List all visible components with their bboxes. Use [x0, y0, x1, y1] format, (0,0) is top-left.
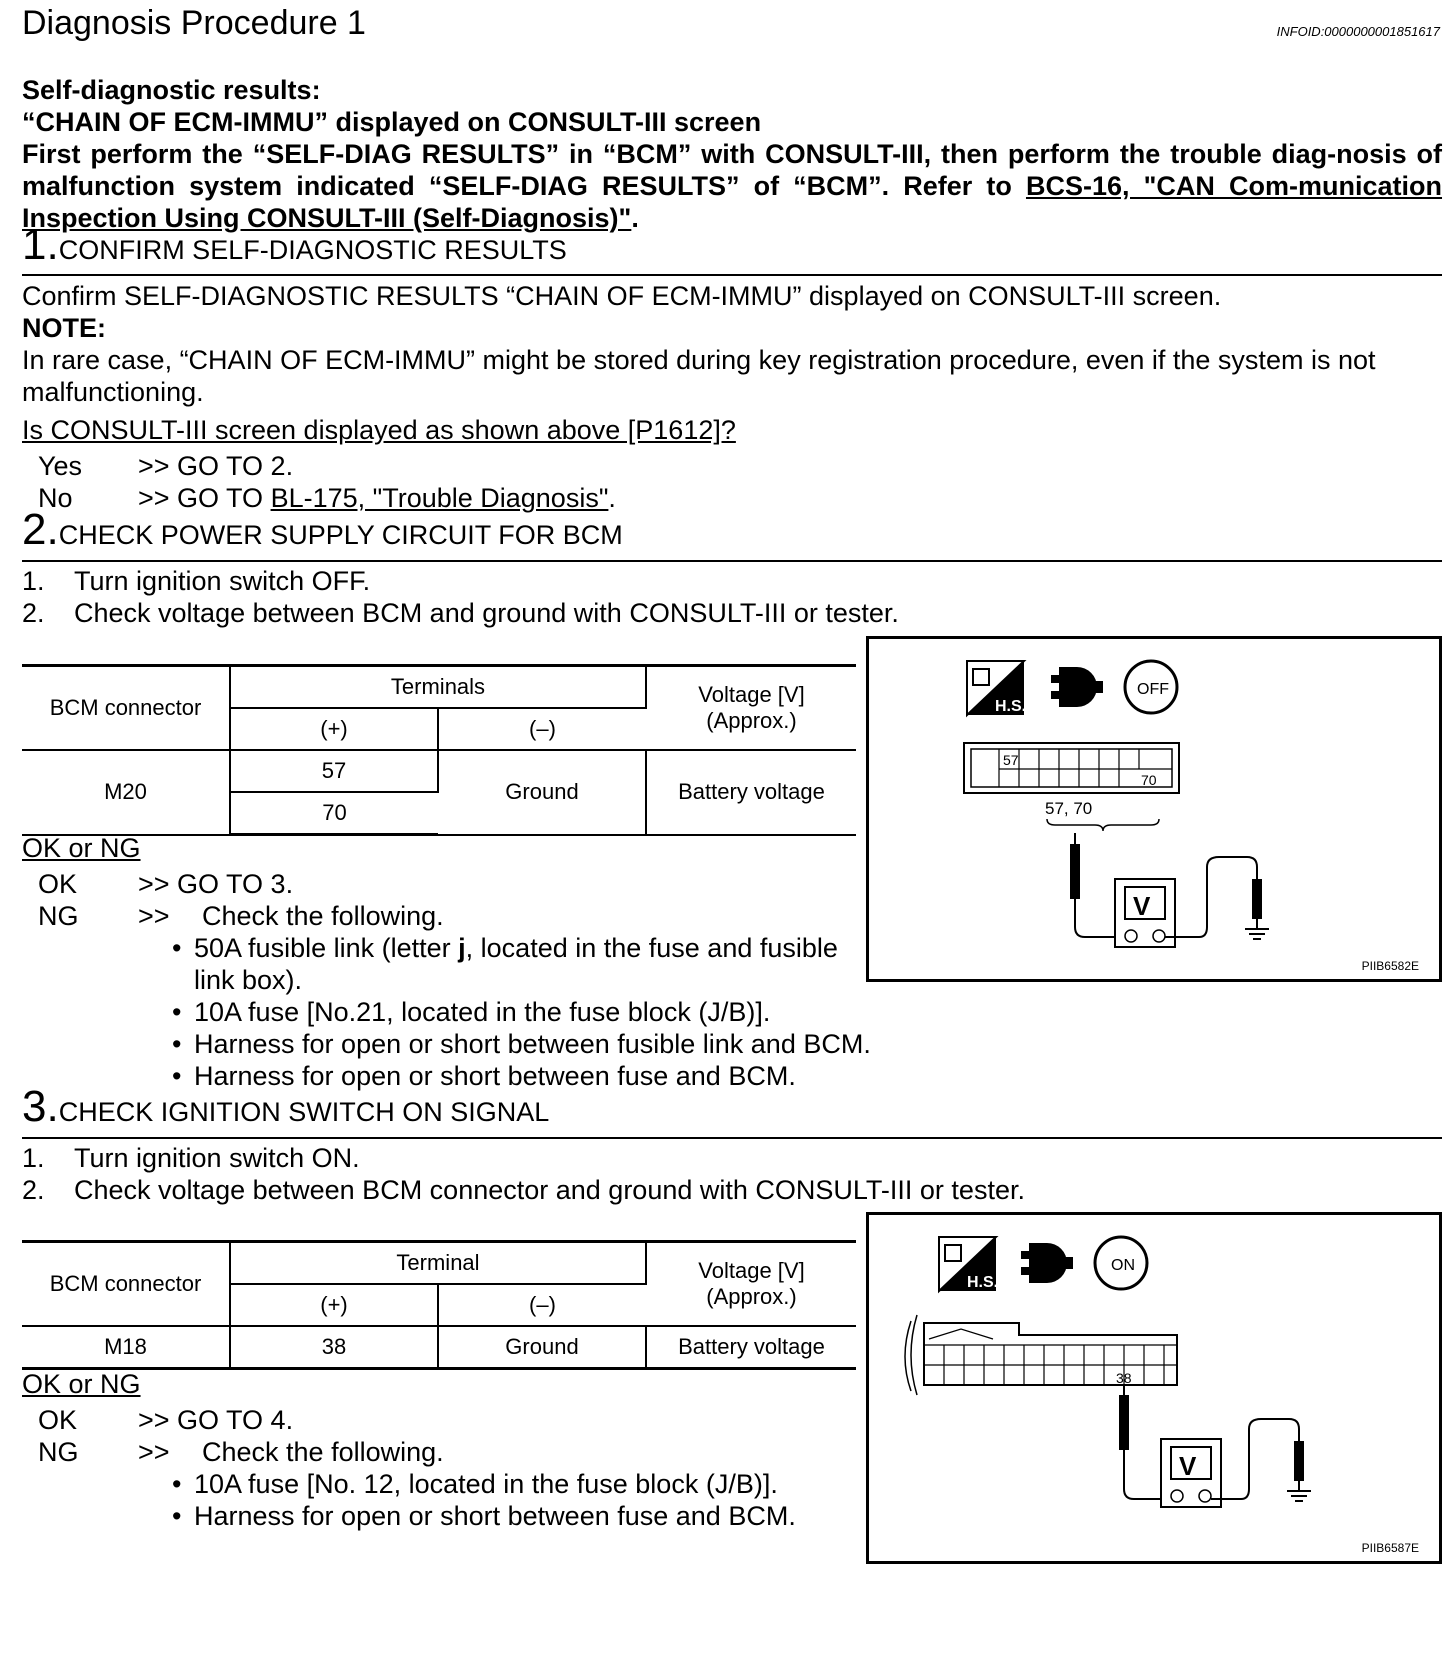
ok-or-ng: OK or NG: [22, 833, 141, 863]
no-label: No: [38, 483, 73, 513]
step-1-body: [22, 280, 1442, 514]
divider: [22, 560, 1442, 562]
ignition-on-icon: [1095, 1237, 1147, 1289]
ok-label: OK: [38, 1405, 78, 1435]
ng-arrow: >>: [138, 901, 170, 931]
bl-175-link[interactable]: BL-175, "Trouble Diagnosis": [270, 483, 609, 513]
bullet-cont: link box).: [194, 965, 303, 995]
bullet-text: Harness for open or short between fuse and BCM.: [194, 1501, 796, 1531]
ok-or-ng: OK or NG: [22, 1369, 141, 1399]
bullet-text: 10A fuse [No.21, located in the fuse block (J/B)].: [194, 997, 771, 1027]
header-connector: BCM connector: [22, 1242, 230, 1327]
step-3-voltage-table: [22, 1240, 856, 1370]
header-terminals: Terminals: [230, 666, 646, 709]
note-text: In rare case, “CHAIN OF ECM-IMMU” might be stored during key registration procedure, even if the system is not malfunctioning.: [22, 345, 1376, 407]
probe-label: 57, 70: [1045, 799, 1093, 818]
bullet-text: 50A fusible link (letter: [194, 933, 459, 963]
note-label: NOTE:: [22, 313, 106, 343]
page-title: Diagnosis Procedure 1: [22, 4, 366, 42]
meter-label: V: [1133, 891, 1151, 921]
harness-side-icon: [939, 1237, 998, 1291]
intro-line-3-end: .: [631, 203, 639, 233]
header-voltage-line-2: (Approx.): [706, 1284, 797, 1309]
bullet: • 50A fusible link (letter j, located in the fuse and fusible: [172, 933, 838, 963]
cell-connector: M18: [22, 1326, 230, 1369]
ground-symbol: [1287, 1481, 1311, 1501]
step-2-list: [22, 565, 1442, 629]
step-1-number: 1.: [22, 220, 59, 269]
step-2-heading: [22, 505, 623, 555]
bullet: • 10A fuse [No.21, located in the fuse block (J/B)].: [172, 997, 771, 1027]
figure-power-supply-drawing: [869, 639, 1439, 979]
header-voltage-line-2: (Approx.): [706, 708, 797, 733]
bullet: • 10A fuse [No. 12, located in the fuse block (J/B)].: [172, 1469, 778, 1499]
item-text: Check voltage between BCM connector and ground with CONSULT-III or tester.: [74, 1175, 1025, 1205]
bcm-connector-m20: [964, 743, 1179, 793]
probe: [1070, 844, 1080, 899]
key-position-label: OFF: [1137, 681, 1169, 698]
header-minus: (–): [438, 708, 646, 750]
item-number: 1.: [22, 1143, 45, 1173]
step-3-item-2: [22, 1174, 1442, 1206]
header-terminal: Terminal: [230, 1242, 646, 1285]
step-3-number: 3.: [22, 1082, 59, 1131]
intro-block: [22, 74, 1442, 234]
item-text: Check voltage between BCM and ground with CONSULT-III or tester.: [74, 598, 899, 628]
hs-label: H.S.: [995, 698, 1027, 715]
meter-label: V: [1179, 1451, 1197, 1481]
figure-ignition-signal: [866, 1212, 1442, 1564]
bcs-16-link[interactable]: BCS-16, "CAN Com-munication Inspection Using CONSULT-III (Self-Diagnosis)": [22, 171, 1443, 233]
figure-code: PIIB6582E: [1361, 959, 1419, 973]
pin-label: 57: [1003, 752, 1019, 768]
step-2-number: 2.: [22, 505, 59, 554]
info-id: INFOID:0000000001851617: [1276, 24, 1440, 39]
ng-action: Check the following.: [202, 901, 444, 931]
figure-code: PIIB6587E: [1361, 1541, 1419, 1555]
step-3-heading: [22, 1082, 549, 1132]
hs-label: H.S.: [967, 1274, 999, 1291]
item-number: 1.: [22, 566, 45, 596]
no-action: >> GO TO: [138, 483, 271, 513]
step-3-title: CHECK IGNITION SWITCH ON SIGNAL: [58, 1097, 550, 1127]
bullet-text: Harness for open or short between fusible link and BCM.: [194, 1029, 871, 1059]
ng-action: Check the following.: [202, 1437, 444, 1467]
bcm-connector-m18: [905, 1315, 1177, 1395]
cell-ground: Ground: [438, 1326, 646, 1369]
ok-action: >> GO TO 3.: [138, 869, 294, 899]
bullet-text: , located in the fuse and fusible: [465, 933, 838, 963]
step-3-list: [22, 1142, 1442, 1206]
cell-ground: Ground: [438, 750, 646, 835]
pin-label: 38: [1116, 1370, 1132, 1386]
step-3-item-1: [22, 1142, 1442, 1174]
step-1-question: Is CONSULT-III screen displayed as shown above [P1612]?: [22, 415, 736, 445]
header-plus: (+): [230, 708, 438, 750]
ok-label: OK: [38, 869, 78, 899]
ground-symbol: [1245, 919, 1269, 939]
divider: [22, 1137, 1442, 1139]
item-text: Turn ignition switch OFF.: [74, 566, 371, 596]
figure-ignition-signal-drawing: [869, 1215, 1439, 1561]
header-voltage-line-1: Voltage [V]: [698, 682, 805, 707]
intro-line-1: Self-diagnostic results:: [22, 75, 321, 105]
figure-power-supply: [866, 636, 1442, 982]
cell-terminal: 70: [230, 792, 438, 835]
disconnect-icon: [1021, 1243, 1073, 1283]
pin-label: 70: [1141, 772, 1157, 788]
cell-voltage: Battery voltage: [646, 1326, 856, 1369]
header-plus: (+): [230, 1284, 438, 1326]
bullet: • Harness for open or short between fuse and BCM.: [172, 1501, 796, 1531]
intro-line-2: “CHAIN OF ECM-IMMU” displayed on CONSULT-III screen: [22, 107, 762, 137]
step-2-voltage-table: [22, 664, 856, 836]
step-1-text: Confirm SELF-DIAGNOSTIC RESULTS “CHAIN OF ECM-IMMU” displayed on CONSULT-III screen.: [22, 281, 1222, 311]
cell-terminal: 57: [230, 750, 438, 792]
step-2-title: CHECK POWER SUPPLY CIRCUIT FOR BCM: [58, 520, 623, 550]
cell-terminal: 38: [230, 1326, 438, 1369]
step-2-item-2: [22, 597, 1442, 629]
yes-row: [22, 450, 1442, 482]
probe: [1252, 879, 1262, 919]
cell-voltage: Battery voltage: [646, 750, 856, 835]
item-text: Turn ignition switch ON.: [74, 1143, 360, 1173]
header-connector: BCM connector: [22, 666, 230, 751]
voltmeter: [1161, 1439, 1221, 1507]
divider: [22, 274, 1442, 276]
ng-label: NG: [38, 1437, 79, 1467]
ignition-off-icon: [1125, 661, 1177, 713]
header-voltage-line-1: Voltage [V]: [698, 1258, 805, 1283]
disconnect-icon: [1051, 667, 1103, 707]
yes-label: Yes: [38, 451, 83, 481]
header-minus: (–): [438, 1284, 646, 1326]
bullet: • Harness for open or short between fusible link and BCM.: [172, 1029, 871, 1059]
bullet: • Harness for open or short between fuse and BCM.: [172, 1061, 796, 1091]
step-1-title: CONFIRM SELF-DIAGNOSTIC RESULTS: [58, 235, 567, 265]
item-number: 2.: [22, 598, 45, 628]
header-voltage: [646, 1242, 856, 1327]
cell-connector: M20: [22, 750, 230, 835]
ng-arrow: >>: [138, 1437, 170, 1467]
step-1-heading: [22, 220, 567, 270]
no-end: .: [608, 483, 616, 513]
yes-action: >> GO TO 2.: [138, 451, 294, 481]
harness-side-icon: [967, 661, 1026, 715]
probe: [1119, 1395, 1129, 1450]
intro-line-3-text: First perform the “SELF-DIAG RESULTS” in “BCM” with CONSULT-III, then perform the trouble diag-nosis of malfunction system indicated “SELF-DIAG RESULTS” of “BCM”. Refer to: [22, 139, 1442, 201]
bullet-text: 10A fuse [No. 12, located in the fuse block (J/B)].: [194, 1469, 778, 1499]
ok-action: >> GO TO 4.: [138, 1405, 294, 1435]
ng-label: NG: [38, 901, 79, 931]
bullet-letter: j: [458, 933, 466, 963]
key-position-label: ON: [1111, 1257, 1135, 1274]
step-2-item-1: [22, 565, 1442, 597]
probe: [1294, 1441, 1304, 1481]
header-voltage: [646, 666, 856, 751]
item-number: 2.: [22, 1175, 45, 1205]
bullet-text: Harness for open or short between fuse and BCM.: [194, 1061, 796, 1091]
